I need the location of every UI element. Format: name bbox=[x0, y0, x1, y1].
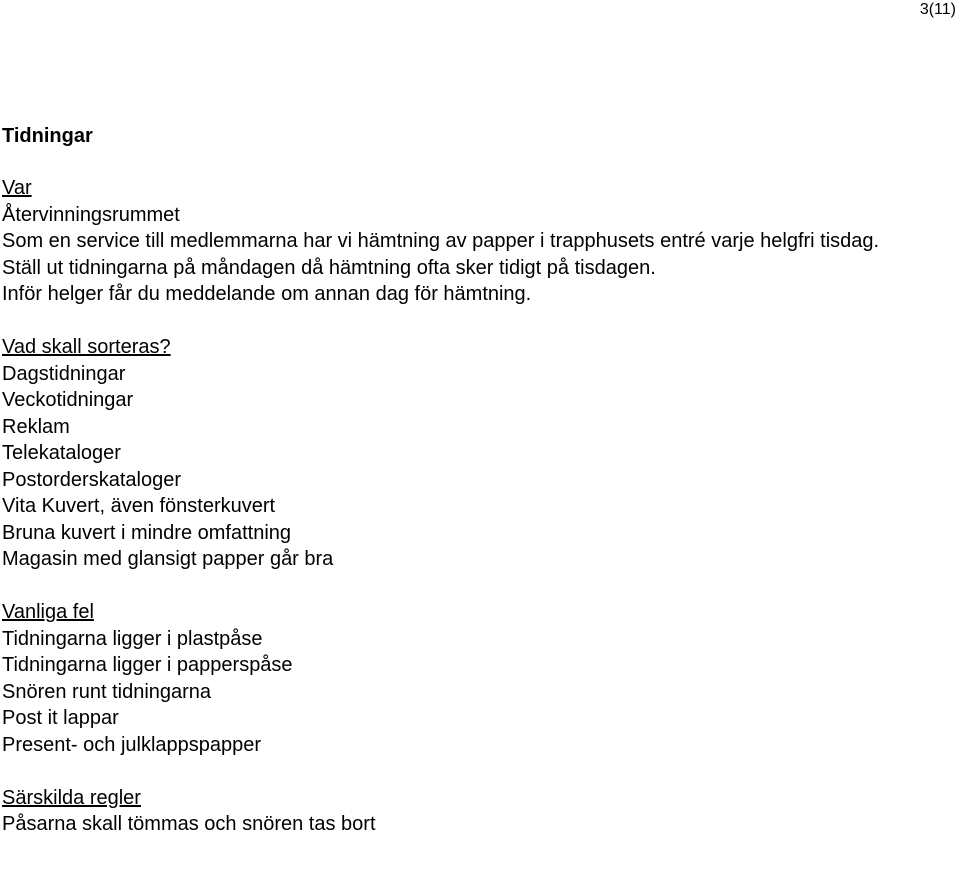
list-item: Dagstidningar bbox=[2, 362, 126, 385]
section-sarskilda-regler bbox=[2, 785, 952, 838]
list-item: Tidningarna ligger i papperspåse bbox=[2, 654, 293, 676]
list-item: Reklam bbox=[2, 415, 70, 438]
section-heading-var: Var bbox=[2, 177, 32, 199]
section-heading-sarskilda-regler: Särskilda regler bbox=[2, 786, 141, 809]
list-item: Påsarna skall tömmas och snören tas bort bbox=[2, 813, 376, 835]
list-item: Magasin med glansigt papper går bra bbox=[2, 548, 334, 570]
section-heading-vad-skall-sorteras: Vad skall sorteras? bbox=[2, 336, 171, 358]
list-item: Snören runt tidningarna bbox=[2, 680, 212, 703]
list-item: Telekataloger bbox=[2, 442, 121, 464]
document-content bbox=[2, 123, 952, 864]
list-item: Vita Kuvert, även fönsterkuvert bbox=[2, 495, 276, 517]
text-paragraph: Som en service till medlemmarna har vi hämtning av papper i trapphusets entré varje helgfri tisdag. bbox=[2, 230, 880, 252]
section-var bbox=[2, 175, 952, 308]
text-line: Återvinningsrummet bbox=[2, 203, 180, 226]
list-item: Postorderskataloger bbox=[2, 468, 181, 491]
list-item: Tidningarna ligger i plastpåse bbox=[2, 627, 263, 650]
list-item: Veckotidningar bbox=[2, 389, 134, 411]
page-number: 3(11) bbox=[919, 1, 956, 18]
list-item: Post it lappar bbox=[2, 707, 119, 729]
section-vanliga-fel bbox=[2, 599, 952, 758]
document-title: Tidningar bbox=[2, 125, 93, 147]
section-vad-skall-sorteras bbox=[2, 334, 952, 573]
list-item: Bruna kuvert i mindre omfattning bbox=[2, 521, 292, 544]
text-line: Inför helger får du meddelande om annan dag för hämtning. bbox=[2, 283, 532, 305]
text-line: Ställ ut tidningarna på måndagen då hämtning ofta sker tidigt på tisdagen. bbox=[2, 256, 656, 279]
section-heading-vanliga-fel: Vanliga fel bbox=[2, 601, 94, 623]
list-item: Present- och julklappspapper bbox=[2, 733, 262, 756]
